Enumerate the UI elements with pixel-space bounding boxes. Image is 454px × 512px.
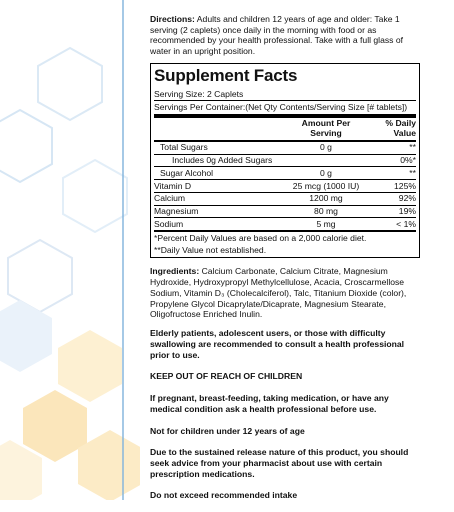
warning-text: If pregnant, breast-feeding, taking medication, or have any medical condition ask a health professional before use.: [150, 393, 389, 414]
label-content: [150, 14, 420, 512]
hexagon-background-decoration: [0, 0, 140, 500]
nutrient-name: Vitamin D: [154, 180, 192, 191]
warning-text: Do not exceed recommended intake: [150, 490, 298, 501]
facts-row: [154, 180, 416, 193]
warning-text: Not for children under 12 years of age: [150, 425, 305, 436]
daily-value-header: % Daily Value: [385, 118, 416, 138]
nutrient-dv: < 1%: [396, 218, 416, 229]
hexagon-shape: [0, 300, 52, 372]
nutrient-amount: 80 mg: [314, 206, 338, 217]
ingredients-text: Calcium Carbonate, Calcium Citrate, Magnesium Hydroxide, Hydroxypropyl Methylcellulose, Acacia, Croscarmellose Sodium, Vitamin D₃ (Cholecalciferol), Talc, Titanium Dioxide (color), Propylene Glycol Dicaprylate/Dicaprate, Magnesium Stearate, Oligofructose Enriched Inulin.: [150, 266, 407, 320]
directions-text: Adults and children 12 years of age and older: Take 1 serving (2 caplets) once daily in the morning with food or as recommended by your health professional. Take with a full glass of water in an upright position.: [150, 14, 404, 57]
nutrient-dv: **: [409, 142, 416, 153]
nutrient-amount: 0 g: [320, 142, 332, 153]
supplement-facts-title: Supplement Facts: [154, 65, 298, 85]
facts-header-row: [154, 118, 416, 142]
ingredients-label: Ingredients:: [150, 266, 200, 277]
nutrient-amount: 1200 mg: [309, 193, 343, 204]
nutrient-amount: 25 mcg (1000 IU): [292, 180, 360, 191]
hexagon-shape: [78, 430, 140, 500]
nutrient-name: Includes 0g Added Sugars: [172, 155, 273, 166]
ingredients-paragraph: [150, 266, 420, 320]
facts-row: [154, 218, 416, 232]
nutrient-name: Sugar Alcohol: [160, 167, 214, 178]
facts-row: [154, 155, 416, 168]
hexagon-shape: [63, 160, 127, 232]
nutrient-dv: 125%: [394, 180, 416, 191]
facts-row: [154, 167, 416, 180]
facts-row: [154, 142, 416, 155]
nutrient-amount: 5 mg: [316, 218, 336, 229]
nutrient-name: Calcium: [154, 193, 186, 204]
facts-row: [154, 206, 416, 219]
nutrient-dv: 0%*: [400, 155, 416, 166]
nutrient-name: Magnesium: [154, 206, 199, 217]
hexagon-shape: [38, 48, 102, 120]
nutrient-amount: [290, 155, 362, 166]
warning-text: KEEP OUT OF REACH OF CHILDREN: [150, 371, 303, 382]
hexagon-shape: [8, 240, 72, 312]
nutrient-dv: 19%: [398, 206, 416, 217]
nutrient-name: Sodium: [154, 218, 184, 229]
not-established-footnote: **Daily Value not established.: [154, 244, 267, 255]
nutrient-name: Total Sugars: [160, 142, 208, 153]
daily-value-footnote: *Percent Daily Values are based on a 2,000 calorie diet.: [154, 232, 367, 243]
nutrient-dv: **: [409, 167, 416, 178]
hexagon-shape: [23, 390, 87, 462]
serving-size: Serving Size: 2 Caplets: [154, 88, 416, 102]
hexagon-shape: [58, 330, 122, 402]
nutrient-amount: 0 g: [320, 167, 332, 178]
warning-text: Due to the sustained release nature of this product, you should seek advice from your pharmacist about use with certain prescription medications.: [150, 447, 409, 479]
supplement-facts-panel: [150, 63, 420, 259]
facts-row: [154, 193, 416, 206]
warning-text: Elderly patients, adolescent users, or those with difficulty swallowing are recommended to consult a health professional prior to use.: [150, 328, 405, 360]
hexagon-shape: [0, 110, 52, 182]
servings-per-container: Servings Per Container:(Net Qty Contents/Serving Size [# tablets]): [154, 101, 416, 118]
amount-per-serving-header: Amount Per Serving: [301, 118, 351, 138]
directions-paragraph: [150, 14, 420, 57]
directions-label: Directions:: [150, 14, 195, 24]
nutrient-dv: 92%: [398, 193, 416, 204]
